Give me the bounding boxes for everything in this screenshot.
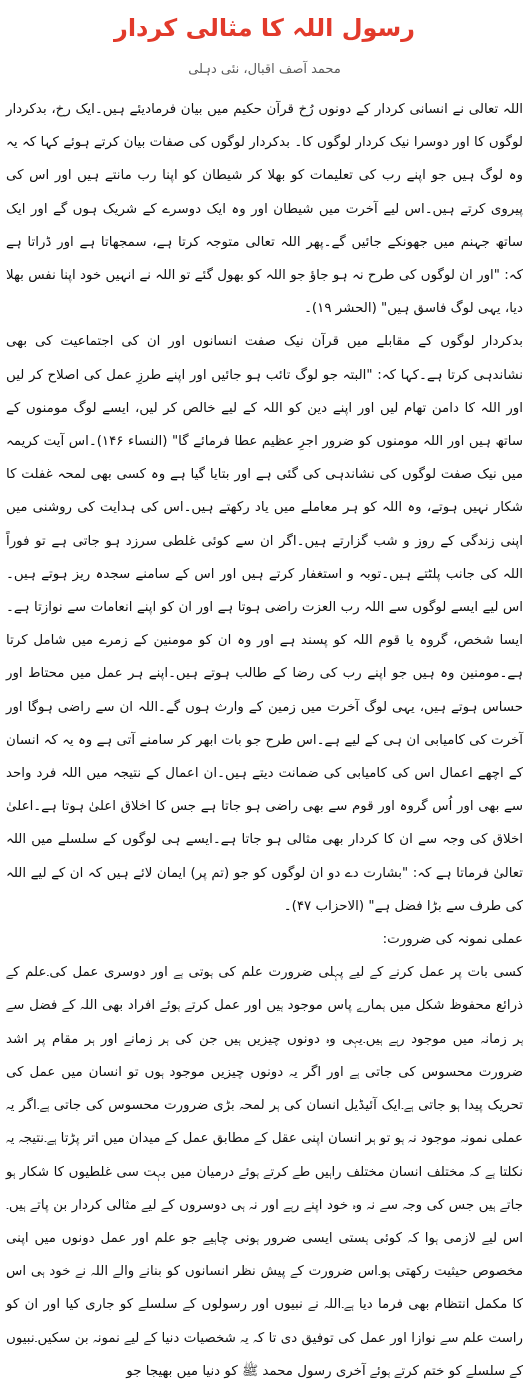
paragraph-good-character: بدکردار لوگوں کے مقابلے میں قرآن نیک صفت انسانوں اور ان کی اجتماعیت کی بھی نشاندہی کرتا ہے۔کہا کہ: "البتہ جو لوگ تائب ہو جائیں اور اپنے طرزِ عمل کی اصلاح کر لیں اور اللہ کا دامن تھام لیں اور اپنے دین کو اللہ کے لیے خالص کر لیں، ایسے لوگ مومنوں کے ساتھ ہیں اور اللہ مومنوں کو ضرور اجرِ عظیم عطا فرمائے گا" (النساء ۱۴۶)۔اس آیت کریمہ میں نیک صفت لوگوں کی نشاندہی کی گئی ہے اور بتایا گیا ہے وہ کسی بھی لمحہ غفلت کا شکار نہیں ہوتے، وہ اللہ کو ہر معاملے میں یاد رکھتے ہیں۔اس کی ہدایت کی روشنی میں اپنی زندگی کے روز و شب گزارتے ہیں۔اگر ان سے کوئی غلطی سرزد ہو جاتی ہے تو فوراً اللہ کی جانب پلٹتے ہیں۔توبہ و استغفار کرتے ہیں اور اس کے سامنے سجدہ ریز ہوتے ہیں۔اس لیے ایسے لوگوں سے اللہ رب العزت راضی ہوتا ہے اور ان کو اپنے انعامات سے نوازتا ہے۔ایسا شخص، گروہ یا قوم اللہ کو پسند ہے اور وہ ان کو مومنین کے زمرے میں شامل کرتا ہے۔مومنین وہ ہیں جو اپنے رب کی رضا کے طالب ہوتے ہیں۔اپنے ہر عمل میں محتاط اور حساس ہوتے ہیں، یہی لوگ آخرت میں زمین کے وارث ہوں گے۔اللہ ان سے راضی ہوگا اور آخرت کی کامیابی ان ہی کے لیے ہے۔اس طرح جو بات ابھر کر سامنے آتی ہے وہ یہ کہ انسان کے اچھے اعمال اس کی کامیابی کی ضمانت دیتے ہیں۔ان اعمال کے نتیجہ میں اللہ فرد واحد سے بھی اور اُس گروہ اور قوم سے بھی راضی ہو جاتا ہے جس کا اخلاق اعلیٰ ہوتا ہے۔اعلیٰ اخلاق کی وجہ سے ان کا کردار بھی مثالی ہو جاتا ہے۔ایسے ہی لوگوں کے سلسلے میں اللہ تعالیٰ فرماتا ہے کہ: "بشارت دے دو ان لوگوں کو جو (تم پر) ایمان لائے ہیں کہ ان کے لیے اللہ کی طرف سے بڑا فضل ہے" (الاحزاب ۴۷)۔: [6, 334, 523, 914]
article-byline: محمد آصف اقبال، نئی دہلی: [188, 62, 341, 77]
article-body: [6, 93, 523, 1388]
article-title: رسول اللہ کا مثالی کردار: [114, 14, 415, 42]
paragraph-practical-example: کسی بات پر عمل کرنے کے لیے پہلی ضرورت علم کی ہوتی ہے اور دوسری عمل کی۔علم کے ذرائع محفوظ شکل میں ہمارے پاس موجود ہیں اور عمل کرتے ہوئے افراد بھی اللہ کے فضل سے ہر زمانہ میں موجود رہے ہیں۔یہی وہ دونوں چیزیں ہیں جن کی ہر زمانے اور ہر مقام پر اشد ضرورت محسوس کی جاتی ہے اور اگر یہ دونوں چیزیں موجود ہوں تو انسان میں عمل کی تحریک پیدا ہو جاتی ہے۔ایک آئیڈیل انسان کی ہر لمحہ بڑی ضرورت محسوس کی جاتی ہے۔اگر یہ عملی نمونہ موجود نہ ہو تو ہر انسان اپنی عقل کے مطابق عمل کے میدان میں اتر پڑتا ہے۔نتیجہ یہ نکلتا ہے کہ مختلف انسان مختلف راہیں طے کرتے ہوئے درمیان میں بہت سی غلطیوں کا شکار ہو جاتے ہیں جس کی وجہ سے نہ وہ خود اپنے رہے اور نہ ہی دوسروں کے لیے مثالی کردار بن پاتے ہیں۔اس لیے لازمی ہوا کہ کوئی ہستی ایسی ضرور ہونی چاہیے جو علم اور عمل دونوں میں اپنی مخصوص حیثیت رکھتی ہو۔اس ضرورت کے پیش نظر انسانوں کو بنانے والے اللہ نے خود ہی اس کا مکمل انتظام بھی فرما دیا ہے۔اللہ نے نبیوں اور رسولوں کے سلسلے کو جاری کیا اور ان کو راست علم سے نوازا اور عمل کی توفیق دی تا کہ یہ شخصیات دنیا کے لیے نمونہ بن سکیں۔نبیوں کے سلسلے کو ختم کرتے ہوئے آخری رسول محمد ﷺ کو دنیا میں بھیجا جو: [6, 965, 523, 1379]
paragraph-intro: اللہ تعالی نے انسانی کردار کے دونوں رُخ قرآن حکیم میں بیان فرمادیئے ہیں۔ایک رخ، بدکردار لوگوں کا اور دوسرا نیک کردار لوگوں کا۔ بدکردار لوگوں کی صفات بیان کرتے ہوئے کہا کہ یہ وہ لوگ ہیں جو اپنے رب کی تعلیمات کو بھلا کر شیطان کو اپنا رب مانتے ہیں اور اس کی پیروی کرتے ہیں۔اس لیے آخرت میں شیطان اور وہ ایک دوسرے کے شریک ہوں گے اور ایک ساتھ جہنم میں جھونکے جائیں گے۔پھر اللہ تعالی متوجہ کرتا ہے، سمجھاتا ہے اور ڈراتا ہے کہ: "اور ان لوگوں کی طرح نہ ہو جاؤ جو اللہ کو بھول گئے تو اللہ نے انہیں خود اپنا نفس بھلا دیا، یہی لوگ فاسق ہیں" (الحشر ۱۹)۔: [6, 102, 523, 317]
section-heading: عملی نمونہ کی ضرورت:: [382, 932, 523, 948]
